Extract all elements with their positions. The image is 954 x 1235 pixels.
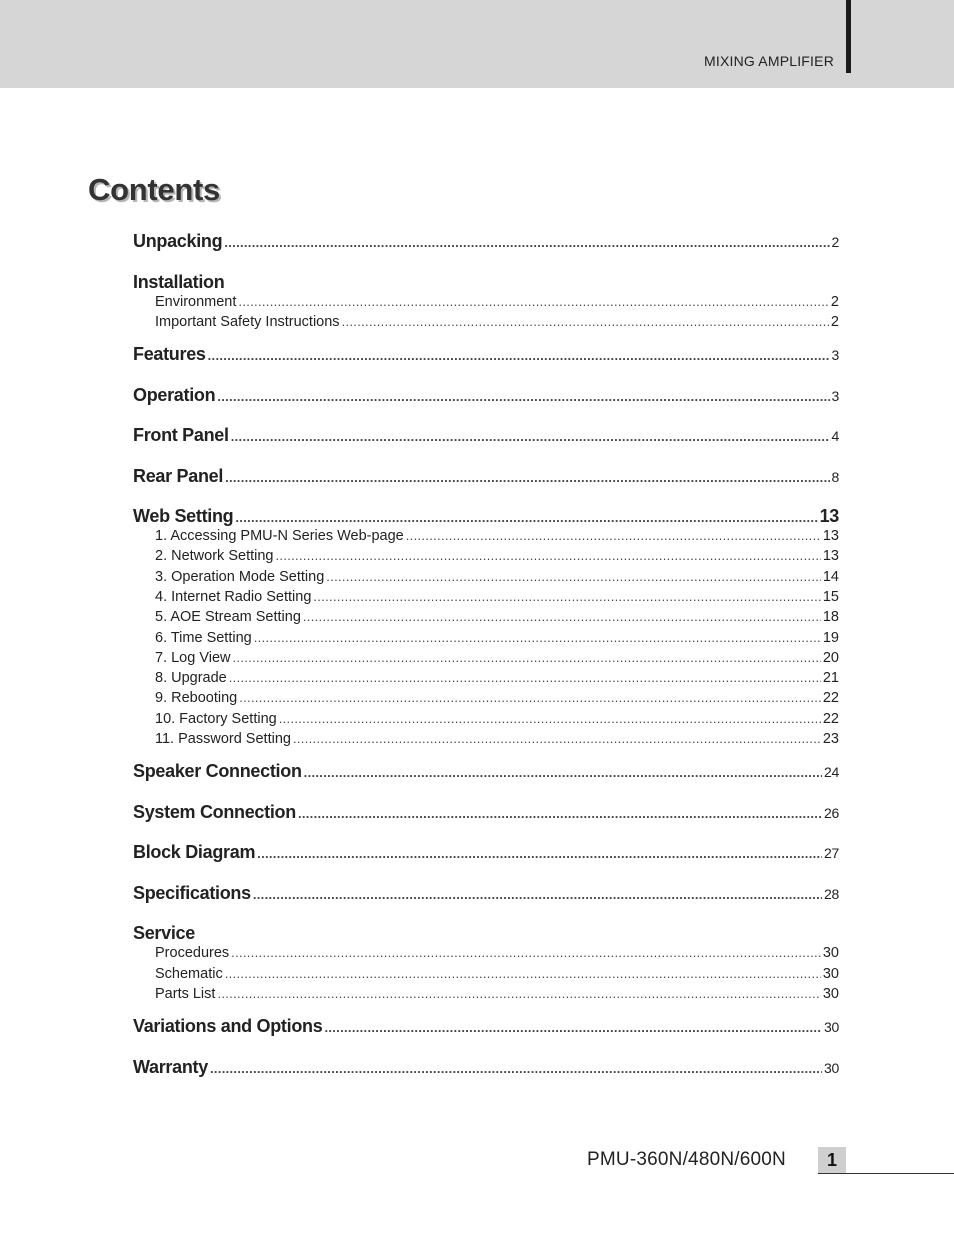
toc-entry-page: 3 bbox=[831, 387, 839, 404]
toc-entry-title: Schematic bbox=[155, 965, 223, 982]
toc-entry-title: Important Safety Instructions bbox=[155, 313, 340, 330]
toc-section[interactable] bbox=[133, 881, 839, 922]
toc-entry-title: 6. Time Setting bbox=[155, 629, 252, 646]
toc-entry-page: 26 bbox=[824, 804, 839, 821]
toc-section[interactable] bbox=[133, 423, 839, 464]
dot-leader bbox=[224, 231, 829, 255]
toc-entry-page: 20 bbox=[822, 649, 839, 666]
toc-entry-title: Web Setting bbox=[133, 506, 234, 527]
dot-leader bbox=[342, 312, 829, 332]
toc-entry-page: 15 bbox=[822, 588, 839, 605]
toc-section[interactable] bbox=[133, 759, 839, 800]
toc-entry-page: 30 bbox=[824, 1019, 839, 1036]
toc-entry-page: 18 bbox=[822, 609, 839, 626]
toc-subentry[interactable] bbox=[133, 709, 839, 729]
toc-subentry[interactable] bbox=[133, 567, 839, 587]
toc-entry-title: Speaker Connection bbox=[133, 761, 302, 782]
toc-section[interactable] bbox=[133, 270, 839, 292]
toc-section[interactable] bbox=[133, 840, 839, 881]
toc-entry-page: 22 bbox=[822, 710, 839, 727]
toc-entry-title: Installation bbox=[133, 271, 225, 292]
dot-leader bbox=[293, 729, 821, 749]
toc-entry-title: 5. AOE Stream Setting bbox=[155, 609, 301, 626]
toc-entry-page: 13 bbox=[819, 506, 839, 527]
toc-subentry[interactable] bbox=[133, 628, 839, 648]
toc-section[interactable] bbox=[133, 383, 839, 424]
dot-leader bbox=[238, 292, 829, 312]
toc-entry-page: 8 bbox=[831, 468, 839, 485]
toc-entry-title: System Connection bbox=[133, 801, 296, 822]
toc-section[interactable] bbox=[133, 229, 839, 270]
toc-subentry[interactable] bbox=[133, 526, 839, 546]
toc-entry-title: Procedures bbox=[155, 945, 230, 962]
dot-leader bbox=[217, 984, 820, 1004]
toc-subentry[interactable] bbox=[133, 312, 839, 332]
toc-section[interactable] bbox=[133, 1055, 839, 1096]
toc-entry-title: Environment bbox=[155, 293, 237, 310]
dot-leader bbox=[231, 943, 821, 963]
toc-subentry[interactable] bbox=[133, 587, 839, 607]
dot-leader bbox=[275, 546, 820, 566]
toc-subentry[interactable] bbox=[133, 546, 839, 566]
footer-model: PMU-360N/480N/600N bbox=[587, 1149, 786, 1170]
toc-entry-page: 30 bbox=[824, 1059, 839, 1076]
dot-leader bbox=[225, 466, 829, 490]
toc-entry-page: 23 bbox=[822, 731, 839, 748]
toc-entry-page: 4 bbox=[831, 428, 839, 445]
dot-leader bbox=[217, 385, 829, 409]
toc-entry-title: Front Panel bbox=[133, 425, 229, 446]
toc-section[interactable] bbox=[133, 800, 839, 841]
dot-leader bbox=[253, 883, 822, 907]
dot-leader bbox=[324, 1016, 822, 1040]
toc-entry-page: 2 bbox=[830, 293, 839, 310]
page-number-badge: 1 bbox=[818, 1147, 846, 1173]
toc-subentry[interactable] bbox=[133, 943, 839, 963]
toc-entry-title: 3. Operation Mode Setting bbox=[155, 568, 325, 585]
toc-entry-page: 28 bbox=[824, 885, 839, 902]
toc-subentry[interactable] bbox=[133, 668, 839, 688]
toc-entry-page: 13 bbox=[822, 528, 839, 545]
dot-leader bbox=[254, 628, 821, 648]
toc-entry-page: 14 bbox=[822, 568, 839, 585]
dot-leader bbox=[233, 648, 821, 668]
toc-section[interactable] bbox=[133, 342, 839, 383]
toc-entry-title: 9. Rebooting bbox=[155, 690, 238, 707]
toc-entry-title: 8. Upgrade bbox=[155, 670, 227, 687]
toc-entry-title: 2. Network Setting bbox=[155, 548, 274, 565]
toc-entry-page: 13 bbox=[822, 548, 839, 565]
toc-subentry[interactable] bbox=[133, 964, 839, 984]
toc-entry-title: Parts List bbox=[155, 985, 216, 1002]
toc-section[interactable] bbox=[133, 464, 839, 505]
toc-entry-page: 22 bbox=[822, 690, 839, 707]
dot-leader bbox=[304, 761, 822, 785]
dot-leader bbox=[279, 709, 821, 729]
toc-entry-page: 21 bbox=[822, 670, 839, 687]
toc-entry-title: Features bbox=[133, 344, 206, 365]
table-of-contents bbox=[133, 229, 839, 1095]
toc-entry-page: 3 bbox=[831, 347, 839, 364]
toc-entry-title: Operation bbox=[133, 384, 216, 405]
toc-entry-page: 19 bbox=[822, 629, 839, 646]
dot-leader bbox=[231, 425, 830, 449]
toc-entry-page: 30 bbox=[822, 945, 839, 962]
dot-leader bbox=[208, 344, 830, 368]
toc-subentry[interactable] bbox=[133, 984, 839, 1004]
header-band bbox=[0, 0, 954, 88]
toc-entry-title: Variations and Options bbox=[133, 1016, 323, 1037]
dot-leader bbox=[257, 842, 822, 866]
toc-section[interactable] bbox=[133, 1014, 839, 1055]
toc-entry-page: 27 bbox=[824, 845, 839, 862]
dot-leader bbox=[229, 668, 821, 688]
toc-entry-title: Unpacking bbox=[133, 231, 223, 251]
header-label: MIXING AMPLIFIER bbox=[704, 53, 834, 69]
toc-subentry[interactable] bbox=[133, 648, 839, 668]
toc-entry-title: 7. Log View bbox=[155, 649, 231, 666]
toc-entry-page: 2 bbox=[830, 313, 839, 330]
toc-entry-title: Block Diagram bbox=[133, 842, 256, 863]
toc-section[interactable] bbox=[133, 921, 839, 943]
dot-leader bbox=[225, 964, 821, 984]
toc-section[interactable] bbox=[133, 504, 839, 526]
dot-leader bbox=[326, 567, 821, 587]
dot-leader bbox=[298, 802, 822, 826]
toc-entry-title: Rear Panel bbox=[133, 465, 224, 486]
header-accent-bar bbox=[846, 0, 851, 73]
toc-entry-page: 2 bbox=[831, 234, 839, 250]
toc-entry-title: Warranty bbox=[133, 1056, 208, 1077]
dot-leader bbox=[239, 688, 821, 708]
toc-entry-page: 24 bbox=[824, 764, 839, 781]
page-title: Contents bbox=[88, 172, 220, 207]
toc-entry-title: 4. Internet Radio Setting bbox=[155, 588, 312, 605]
toc-entry-page: 30 bbox=[822, 965, 839, 982]
toc-entry-title: 1. Accessing PMU-N Series Web-page bbox=[155, 528, 404, 545]
toc-subentry[interactable] bbox=[133, 292, 839, 312]
dot-leader bbox=[210, 1057, 822, 1081]
toc-entry-title: Specifications bbox=[133, 882, 251, 903]
toc-subentry[interactable] bbox=[133, 729, 839, 749]
toc-subentry[interactable] bbox=[133, 688, 839, 708]
toc-entry-page: 30 bbox=[822, 985, 839, 1002]
dot-leader bbox=[313, 587, 820, 607]
dot-leader bbox=[406, 526, 821, 546]
toc-subentry[interactable] bbox=[133, 607, 839, 627]
toc-entry-title: 11. Password Setting bbox=[155, 731, 291, 748]
toc-entry-title: Service bbox=[133, 923, 195, 944]
footer-rule bbox=[818, 1173, 954, 1174]
dot-leader bbox=[303, 607, 821, 627]
toc-entry-title: 10. Factory Setting bbox=[155, 710, 277, 727]
